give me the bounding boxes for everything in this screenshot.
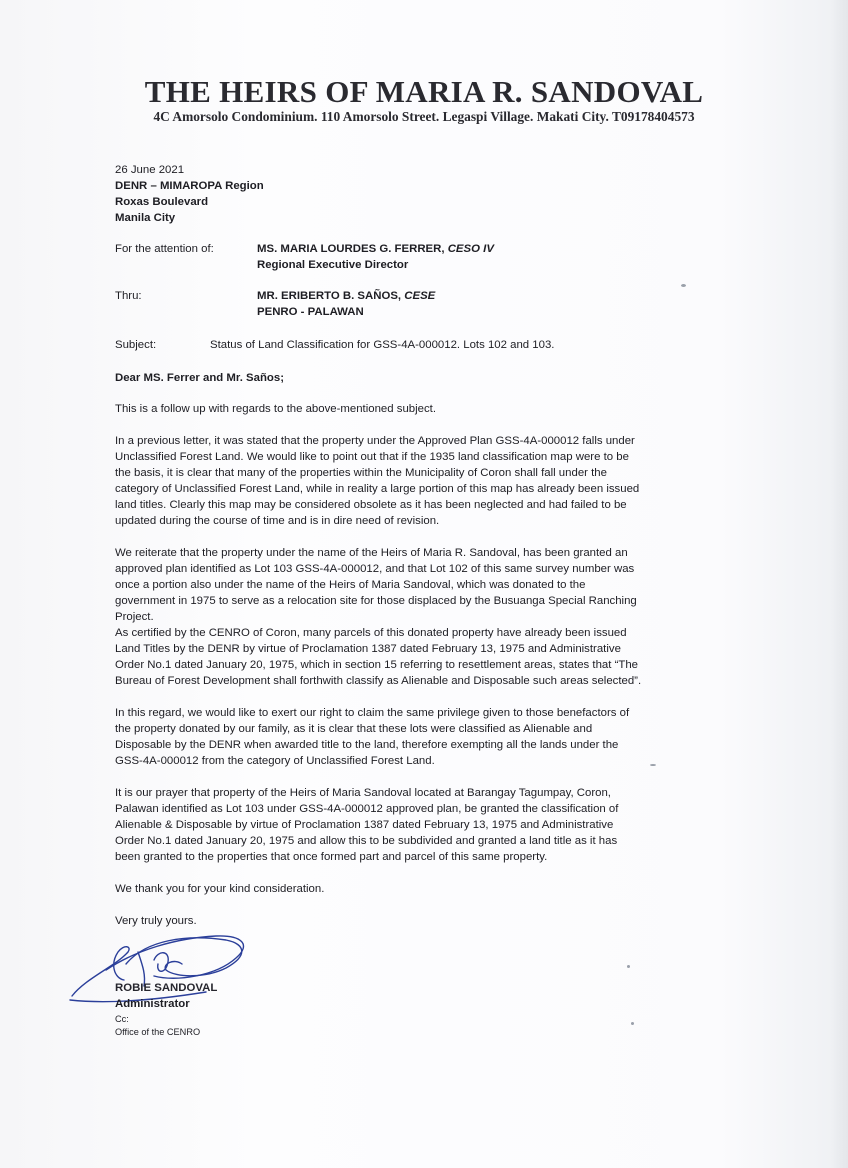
salutation: Dear MS. Ferrer and Mr. Saños; [115, 372, 285, 384]
thru-name-suffix: CESE [404, 290, 436, 302]
attention-title: Regional Executive Director [257, 259, 409, 271]
paragraph-1: This is a follow up with regards to the above-mentioned subject. [115, 403, 437, 415]
subject-text: Status of Land Classification for GSS-4A-000012. Lots 102 and 103. [210, 339, 555, 351]
paragraph-3: We reiterate that the property under the name of the Heirs of Maria R. Sandoval, has been granted an approved plan identified as Lot 103 GSS-4A-000012, and that Lot 102 of this same survey number was once a portion also under the name of the Heirs of Maria Sandoval, which was donated to the government in 1975 to serve as a relocation site for those displaced by the Busuanga Special Ranching Project. [115, 547, 637, 623]
paragraph-6: It is our prayer that property of the Heirs of Maria Sandoval located at Barangay Tagumpay, Coron, Palawan identified as Lot 103 under GSS-4A-000012 approved plan, be granted the classification of Alienable & Disposable by virtue of Proclamation 1387 dated February 13, 1975 and Administrative Order No.1 dated January 20, 1975 and allow this to be subdivided and granted a land title as it has been granted to the properties that once formed part and parcel of this same property. [115, 787, 619, 863]
scan-speck [650, 764, 656, 766]
letterhead-address: 4C Amorsolo Condominium. 110 Amorsolo Street. Legaspi Village. Makati City. T09178404573 [153, 109, 695, 124]
subject-label: Subject: [115, 339, 157, 351]
paragraph-2: In a previous letter, it was stated that the property under the Approved Plan GSS-4A-000012 falls under Unclassified Forest Land. We would like to point out that if the 1935 land classification map were to be the basis, it is clear that many of the properties within the Municipality of Coron shall fall under the category of Unclassified Forest Land, while in reality a large portion of this map has already been issued land titles. Clearly this map may be considered obsolete as it has been neglected and had failed to be updated during the course of time and is in dire need of revision. [115, 435, 640, 527]
thru-title: PENRO - PALAWAN [257, 306, 364, 318]
paragraph-4: As certified by the CENRO of Coron, many parcels of this donated property have already been issued Land Titles by the DENR by virtue of Proclamation 1387 dated February 13, 1975 and Administrative Order No.1 dated January 20, 1975, which in section 15 referring to resettlement areas, states that “The Bureau of Forest Development shall forthwith classify as Alienable and Disposable such areas selected”. [115, 627, 642, 687]
recipient-line-2: Roxas Boulevard [115, 196, 209, 208]
scan-speck [681, 284, 686, 287]
paragraph-5: In this regard, we would like to exert our right to claim the same privilege given to those benefactors of the property donated by our family, as it is clear that these lots were classified as Alienable and Disposable by the DENR when awarded title to the land, therefore exempting all the lands under the GSS-4A-000012 from the category of Unclassified Forest Land. [115, 707, 630, 767]
letterhead-title: THE HEIRS OF MARIA R. SANDOVAL [144, 74, 704, 109]
closing: Very truly yours. [115, 915, 197, 927]
recipient-line-1: DENR – MIMAROPA Region [115, 180, 264, 192]
paragraph-7: We thank you for your kind consideration. [115, 883, 325, 895]
thru-name [257, 288, 435, 304]
attention-name-text: MS. MARIA LOURDES G. FERRER, [257, 243, 445, 255]
cc-label: Cc: [115, 1014, 129, 1024]
page-edge-shadow [830, 0, 848, 1168]
letter-date: 26 June 2021 [115, 164, 185, 176]
attention-label: For the attention of: [115, 243, 214, 255]
cc-value: Office of the CENRO [115, 1027, 201, 1037]
signatory-title: Administrator [115, 998, 190, 1010]
attention-name-suffix: CESO IV [447, 243, 494, 255]
scan-speck [627, 965, 630, 968]
signatory-name: ROBIE SANDOVAL [115, 982, 218, 994]
recipient-line-3: Manila City [115, 212, 176, 224]
thru-name-text: MR. ERIBERTO B. SAÑOS, [257, 290, 402, 302]
scan-speck [631, 1022, 634, 1025]
attention-name [257, 241, 494, 257]
thru-label: Thru: [115, 290, 142, 302]
